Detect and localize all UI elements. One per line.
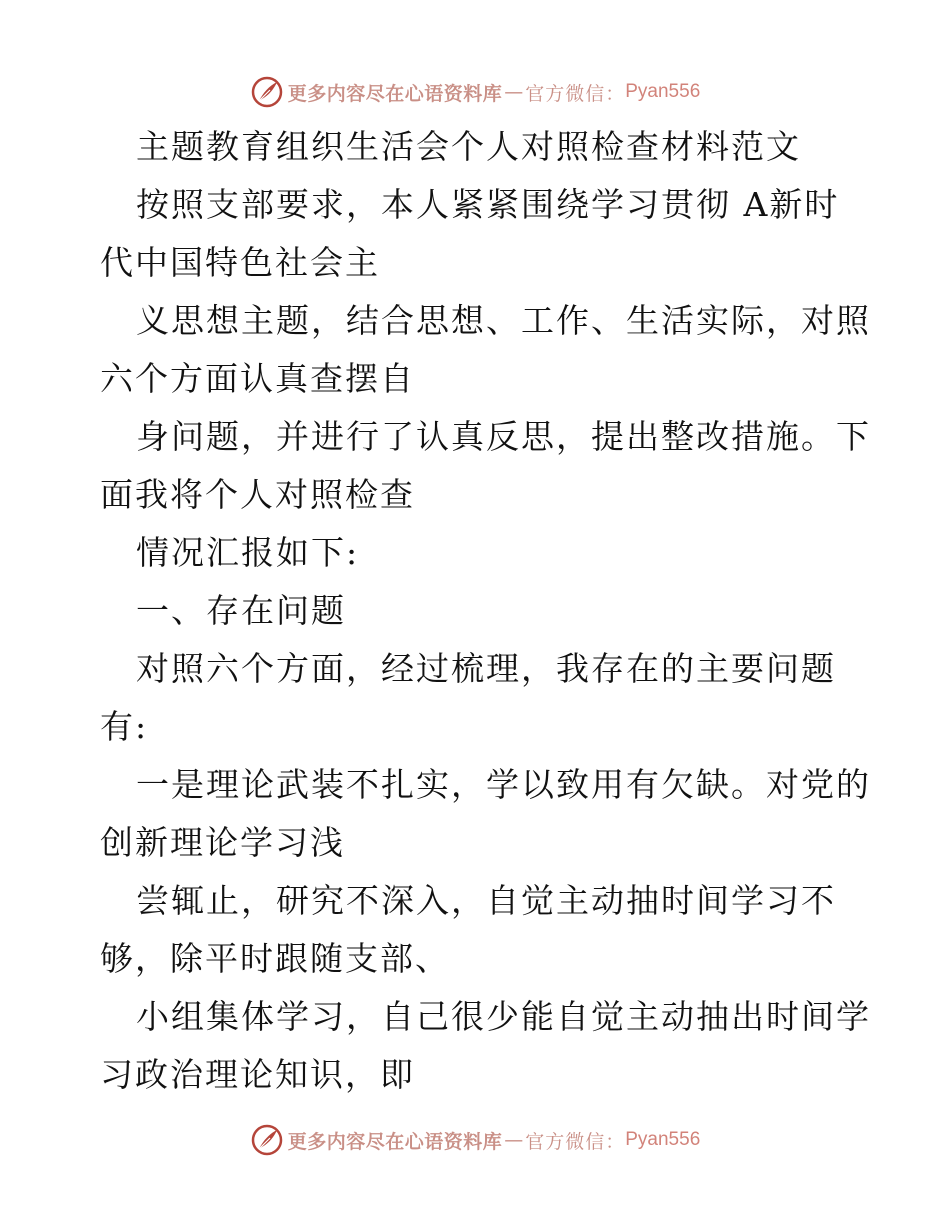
paragraph-line: 尝辄止，研究不深入，自觉主动抽时间学习不: [136, 881, 836, 920]
feather-quill-logo-icon: [250, 1123, 284, 1157]
paragraph-line: 对照六个方面，经过梳理，我存在的主要问题: [136, 649, 836, 688]
document-body: [100, 118, 871, 1104]
header-watermark: [0, 72, 950, 112]
section-heading: 一、存在问题: [136, 591, 346, 630]
paragraph-line: 一是理论武装不扎实，学以致用有欠缺。对党的: [136, 765, 871, 804]
paragraph-line: 六个方面认真查摆自: [100, 359, 415, 398]
paragraph-line: 身问题，并进行了认真反思，提出整改措施。下: [136, 417, 871, 456]
footer-watermark: [0, 1120, 950, 1160]
document-title: 主题教育组织生活会个人对照检查材料范文: [136, 127, 801, 166]
paragraph-line: 情况汇报如下:: [136, 533, 360, 572]
watermark-wechat-label: 官方微信：: [525, 82, 626, 105]
paragraph-line: 习政治理论知识，即: [100, 1055, 415, 1094]
paragraph-line: 义思想主题，结合思想、工作、生活实际，对照: [136, 301, 871, 340]
watermark-wechat-id: Pyan556: [625, 81, 701, 102]
paragraph-line: 面我将个人对照检查: [100, 475, 415, 514]
paragraph-line: 有:: [100, 707, 149, 746]
watermark-dash: —: [504, 81, 524, 103]
watermark-dash: —: [504, 1129, 524, 1151]
paragraph-line: 代中国特色社会主: [100, 243, 380, 282]
watermark-wechat-label: 官方微信：: [525, 1130, 626, 1153]
watermark-wechat-id: Pyan556: [625, 1129, 701, 1150]
feather-quill-logo-icon: [250, 75, 284, 109]
watermark-text: 更多内容尽在心语资料库: [287, 1130, 503, 1153]
paragraph-line: 小组集体学习，自己很少能自觉主动抽出时间学: [136, 997, 871, 1036]
watermark-text: 更多内容尽在心语资料库: [287, 82, 503, 105]
paragraph-line: 够，除平时跟随支部、: [100, 939, 450, 978]
paragraph-line: 按照支部要求，本人紧紧围绕学习贯彻 A新时: [136, 185, 840, 224]
paragraph-line: 创新理论学习浅: [100, 823, 345, 862]
